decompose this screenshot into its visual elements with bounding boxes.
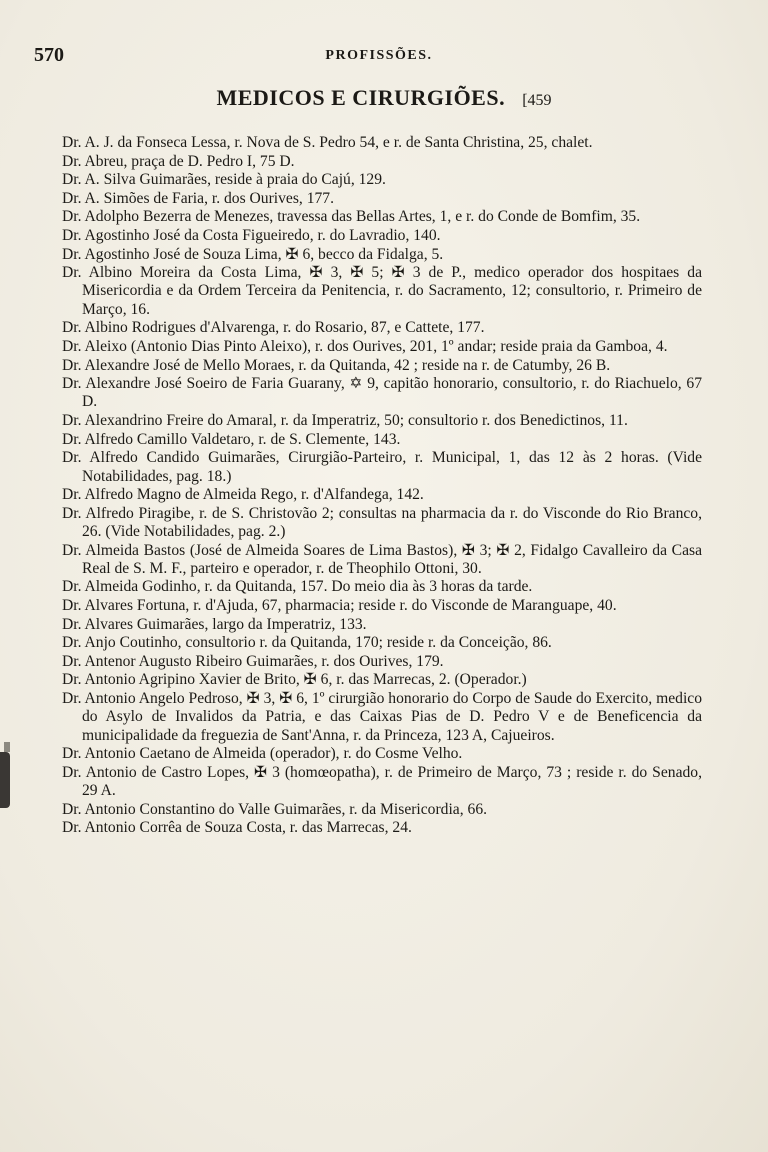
page-number: 570 [34, 44, 64, 66]
directory-entry: Dr. Alfredo Magno de Almeida Rego, r. d'Alfandega, 142. [62, 486, 424, 504]
directory-entry: Dr. Antonio Angelo Pedroso, ✠ 3, ✠ 6, 1º cirurgião honorario do Corpo de Saude do Exercito, medico do Asylo de Invalidos da Patria, e das Caixas Pias de D. Pedro V e de Beneficencia da municipalidade da freguezia de Sant'Anna, r. da Princeza, 123 A, Cajueiros. [62, 690, 702, 744]
directory-entry: Dr. Albino Moreira da Costa Lima, ✠ 3, ✠ 5; ✠ 3 de P., medico operador dos hospitaes da Misericordia e da Ordem Terceira da Penitencia, r. do Sacramento, 12; consultorio, r. Primeiro de Março, 16. [62, 264, 702, 318]
directory-entry: Dr. Abreu, praça de D. Pedro I, 75 D. [62, 152, 295, 170]
directory-entry: Dr. Albino Rodrigues d'Alvarenga, r. do Rosario, 87, e Cattete, 177. [62, 319, 485, 337]
directory-entry: Dr. Almeida Bastos (José de Almeida Soares de Lima Bastos), ✠ 3; ✠ 2, Fidalgo Cavalleiro da Casa Real de S. M. F., parteiro e operador, r. de Theophilo Ottoni, 30. [62, 541, 702, 577]
page-edge-mark-small [4, 742, 10, 752]
directory-entry: Dr. Agostinho José de Souza Lima, ✠ 6, becco da Fidalga, 5. [62, 245, 444, 263]
directory-entry: Dr. Antenor Augusto Ribeiro Guimarães, r. dos Ourives, 179. [62, 652, 444, 670]
section-title: MEDICOS E CIRURGIÕES. [216, 85, 506, 110]
running-head: PROFISSÕES. [325, 48, 433, 63]
directory-entry: Dr. Almeida Godinho, r. da Quitanda, 157. Do meio dia às 3 horas da tarde. [62, 578, 533, 596]
directory-entry: Dr. A. Silva Guimarães, reside à praia do Cajú, 129. [62, 171, 386, 189]
directory-entry: Dr. Alvares Fortuna, r. d'Ajuda, 67, pharmacia; reside r. do Visconde de Maranguape, 40. [62, 597, 617, 615]
directory-entry: Dr. A. Simões de Faria, r. dos Ourives, 177. [62, 189, 335, 207]
directory-entry: Dr. Alfredo Candido Guimarães, Cirurgião-Parteiro, r. Municipal, 1, das 12 às 2 horas. (Vide Notabilidades, pag. 18.) [62, 449, 702, 485]
directory-entry: Dr. Aleixo (Antonio Dias Pinto Aleixo), r. dos Ourives, 201, 1º andar; reside praia da Gamboa, 4. [62, 337, 668, 355]
directory-entry: Dr. A. J. da Fonseca Lessa, r. Nova de S. Pedro 54, e r. de Santa Christina, 25, chalet. [62, 134, 593, 151]
directory-entry: Dr. Alexandrino Freire do Amaral, r. da Imperatriz, 50; consultorio r. dos Benedictinos, 11. [62, 412, 628, 430]
page-header [34, 44, 724, 74]
directory-entry: Dr. Antonio Constantino do Valle Guimarães, r. da Misericordia, 66. [62, 800, 488, 818]
directory-entry: Dr. Antonio Corrêa de Souza Costa, r. das Marrecas, 24. [62, 819, 412, 837]
section-heading [0, 85, 768, 117]
directory-entry: Dr. Antonio Agripino Xavier de Brito, ✠ 6, r. das Marrecas, 2. (Operador.) [62, 671, 527, 689]
directory-entry: Dr. Alfredo Camillo Valdetaro, r. de S. Clemente, 143. [62, 430, 401, 448]
directory-entry: Dr. Anjo Coutinho, consultorio r. da Quitanda, 170; reside r. da Conceição, 86. [62, 634, 552, 652]
directory-entry: Dr. Antonio Caetano de Almeida (operador), r. do Cosme Velho. [62, 745, 463, 763]
directory-entry: Dr. Adolpho Bezerra de Menezes, travessa das Bellas Artes, 1, e r. do Conde de Bomfim, 35. [62, 208, 641, 226]
section-reference: [459 [522, 92, 552, 109]
directory-entry: Dr. Alexandre José Soeiro de Faria Guarany, ✡ 9, capitão honorario, consultorio, r. do Riachuelo, 67 D. [62, 375, 702, 411]
page-edge-mark [0, 752, 10, 808]
directory-entry: Dr. Agostinho José da Costa Figueiredo, r. do Lavradio, 140. [62, 226, 441, 244]
directory-entry: Dr. Antonio de Castro Lopes, ✠ 3 (homœopatha), r. de Primeiro de Março, 73 ; reside r. do Senado, 29 A. [62, 763, 702, 800]
directory-entry: Dr. Alexandre José de Mello Moraes, r. da Quitanda, 42 ; reside na r. de Catumby, 26 B. [62, 356, 611, 374]
directory-entries [62, 134, 702, 838]
directory-entry: Dr. Alfredo Piragibe, r. de S. Christovão 2; consultas na pharmacia da r. do Visconde do Rio Branco, 26. (Vide Notabilidades, pag. 2.) [62, 504, 702, 540]
directory-entry: Dr. Alvares Guimarães, largo da Imperatriz, 133. [62, 615, 367, 633]
